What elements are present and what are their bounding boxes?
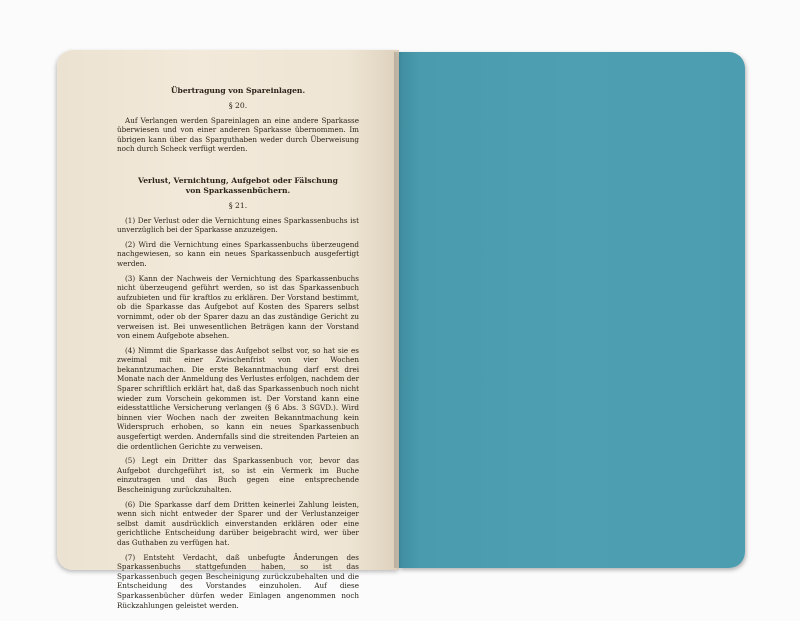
page-text <box>117 86 359 610</box>
subsection-3: (3) Kann der Nachweis der Vernichtung des Sparkassenbuchs nicht überzeugend geführt werden, so ist das Sparkassenbuch aufzubieten und für kraftlos zu erklären. Der Vorstand bestimmt, ob die Sparkasse das Aufgebot auf Kosten des Sparers selbst vornimmt, oder ob der Sparer dazu an das zuständige Gericht zu verweisen ist. Bei unwesentlichen Beträgen kann der Vorstand von einem Aufgebote absehen. <box>117 273 359 341</box>
booklet-gutter-shadow <box>394 52 402 568</box>
subsection-5: (5) Legt ein Dritter das Sparkassenbuch vor, bevor das Aufgebot durchgeführt ist, so ist ein Vermerk im Buche einzutragen und das Buch gegen eine entsprechende Bescheinigung zurückzuhalten. <box>117 456 359 494</box>
paragraph-number-21: § 21. <box>228 200 248 210</box>
subsection-1: (1) Der Verlust oder die Vernichtung eines Sparkassenbuchs ist unverzüglich bei der Sparkasse anzuzeigen. <box>117 215 359 235</box>
paragraph-number-20: § 20. <box>228 101 248 110</box>
subsection-7: (7) Entsteht Verdacht, daß unbefugte Änderungen des Sparkassenbuchs stattgefunden haben, so ist das Sparkassenbuch gegen Bescheinigung zurückzubehalten und die Entscheidung des Vorstandes einzuholen. Auf diese Sparkassenbücher dürfen weder Einlagen angenommen noch Rückzahlungen geleistet werden. <box>117 552 359 610</box>
paragraph-20-text: Auf Verlangen werden Spareinlagen an eine andere Sparkasse überwiesen und von einer anderen Sparkasse übernommen. Im übrigen kann über das Sparguthaben weder durch Überweisung noch durch Scheck verfügt werden. <box>117 115 359 154</box>
subsection-4: (4) Nimmt die Sparkasse das Aufgebot selbst vor, so hat sie es zweimal mit einer Zwischenfrist von vier Wochen bekanntzumachen. Die erste Bekanntmachung darf erst drei Monate nach der Anmeldung des Verlustes erfolgen, nachdem der Sparer schriftlich erklärt hat, daß das Sparkassenbuch noch nicht wieder zum Vorschein gekommen ist. Der Vorstand kann eine eidesstattliche Versicherung verlangen (§ 6 Abs. 3 SGVD.). Wird binnen vier Wochen nach der zweiten Bekanntmachung kein Widerspruch erhoben, so kann ein neues Sparkassenbuch ausgefertigt werden. Andernfalls sind die streitenden Parteien an die ordentlichen Gerichte zu verweisen. <box>117 345 360 451</box>
subsection-2: (2) Wird die Vernichtung eines Sparkassenbuchs überzeugend nachgewiesen, so kann ein neues Sparkassenbuch ausgefertigt werden. <box>117 239 359 268</box>
subsection-6: (6) Die Sparkasse darf dem Dritten keinerlei Zahlung leisten, wenn sich nicht entweder der Sparer und der Verlustanzeiger selbst damit ausdrücklich einverstanden erklären oder eine gerichtliche Entscheidung darüber beigebracht wird, wer über das Guthaben zu verfügen hat. <box>117 499 359 547</box>
booklet-blue-cover <box>399 52 745 568</box>
section-heading-loss-line2: von Sparkassenbüchern. <box>185 185 291 195</box>
section-heading-transfer: Übertragung von Spareinlagen. <box>170 86 306 95</box>
section-heading-loss-line1: Verlust, Vernichtung, Aufgebot oder Fälschung <box>138 175 338 185</box>
